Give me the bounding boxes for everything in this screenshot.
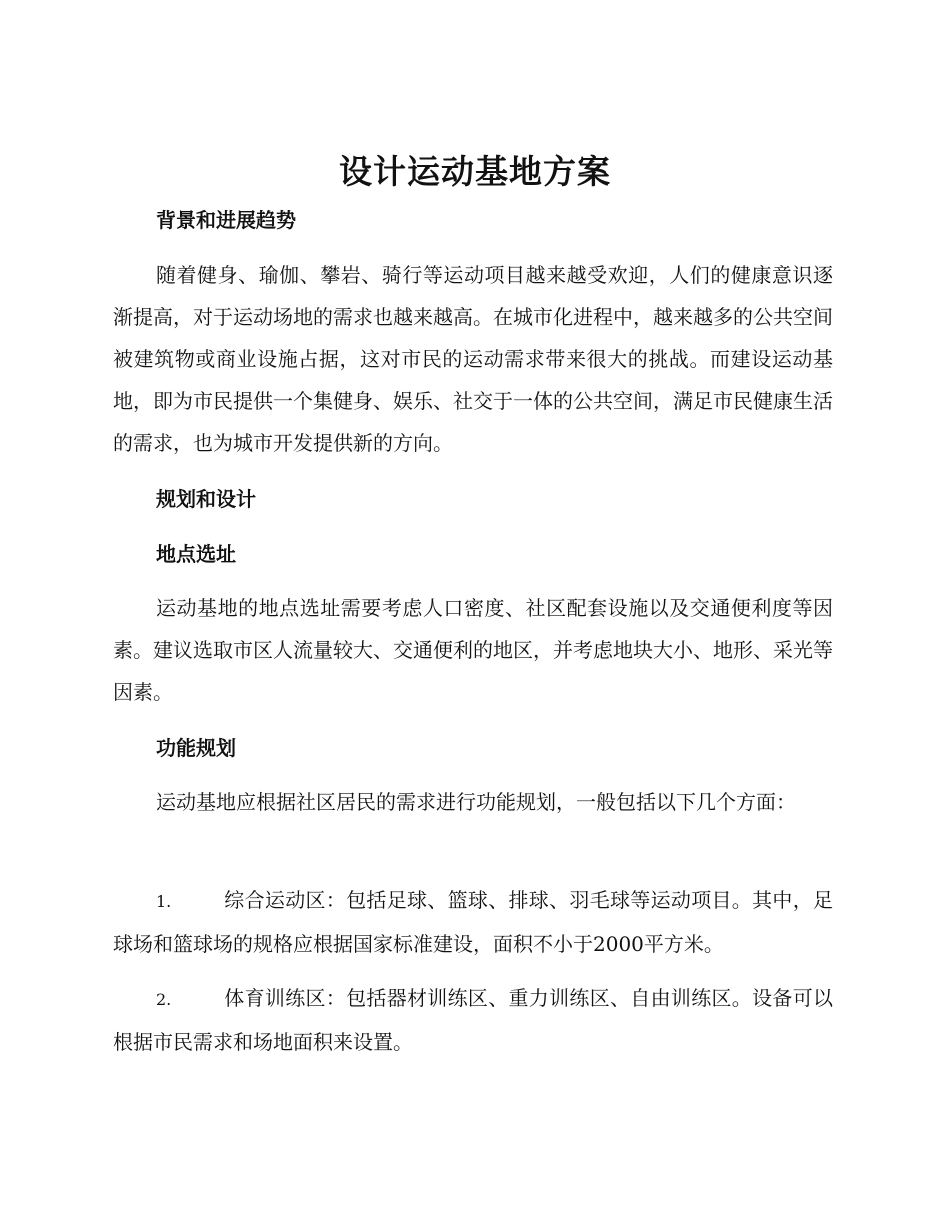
- list-item: [113, 879, 833, 965]
- list-item-text: 体育训练区：包括器材训练区、重力训练区、自由训练区。设备可以根据市民需求和场地面积来设置。: [113, 986, 833, 1054]
- list-item-number: 1.: [156, 892, 172, 911]
- list-item-number: 2.: [156, 990, 172, 1009]
- heading-planning: 规划和设计: [156, 487, 256, 511]
- heading-function-planning: 功能规划: [156, 736, 236, 760]
- paragraph-background: 随着健身、瑜伽、攀岩、骑行等运动项目越来越受欢迎，人们的健康意识逐渐提高，对于运动场地的需求也越来越高。在城市化进程中，越来越多的公共空间被建筑物或商业设施占据，这对市民的运动需求带来很大的挑战。而建设运动基地，即为市民提供一个集健身、娱乐、社交于一体的公共空间，满足市民健康生活的需求，也为城市开发提供新的方向。: [113, 263, 833, 455]
- paragraph-function-planning: 运动基地应根据社区居民的需求进行功能规划，一般包括以下几个方面：: [156, 790, 796, 814]
- paragraph-site-selection: 运动基地的地点选址需要考虑人口密度、社区配套设施以及交通便利度等因素。建议选取市区人流量较大、交通便利的地区，并考虑地块大小、地形、采光等因素。: [113, 596, 833, 704]
- document-title: 设计运动基地方案: [339, 152, 611, 191]
- list-item: [113, 977, 833, 1063]
- heading-background: 背景和进展趋势: [156, 208, 296, 232]
- heading-site-selection: 地点选址: [156, 542, 236, 566]
- list-item-text: 综合运动区：包括足球、篮球、排球、羽毛球等运动项目。其中，足球场和篮球场的规格应根据国家标准建设，面积不小于2000平方米。: [113, 888, 833, 956]
